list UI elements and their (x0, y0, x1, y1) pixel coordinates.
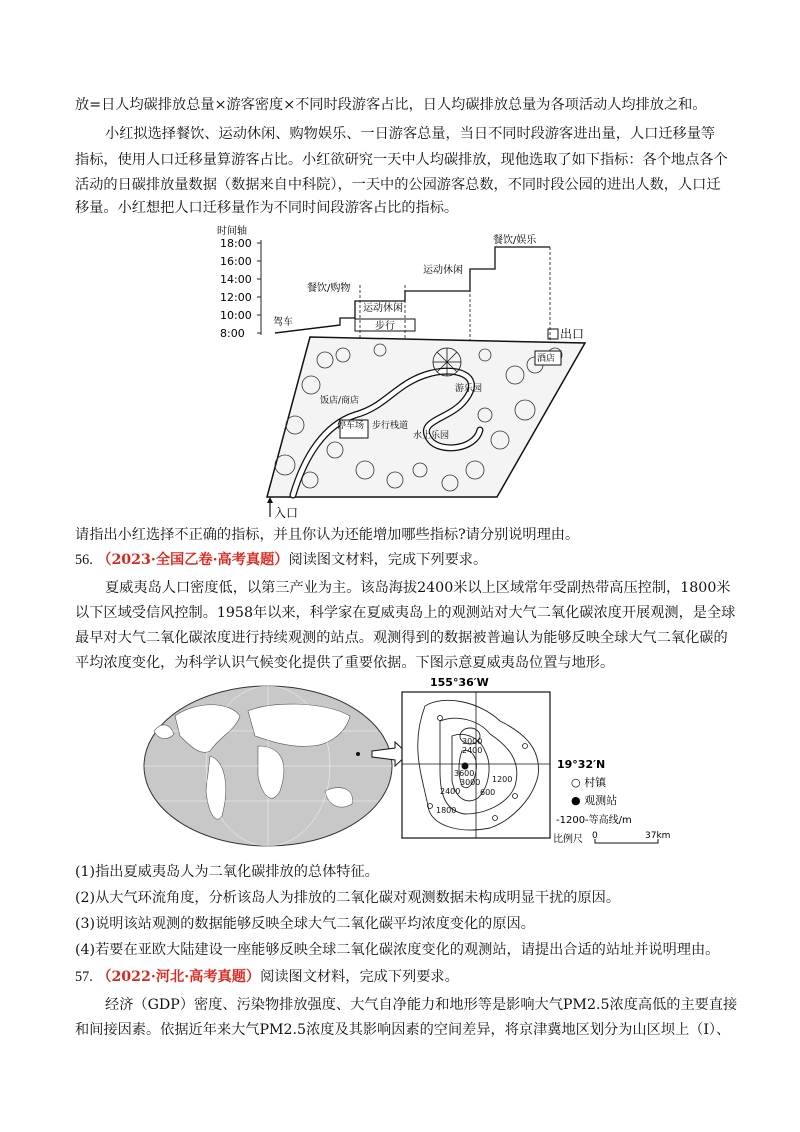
legend-contour: -1200-等高线/m (556, 815, 632, 826)
label-trail: 步行栈道 (372, 421, 409, 431)
scale-37km: 37km (645, 831, 671, 841)
label-aquarium: 水上乐园 (413, 431, 450, 441)
text-line: 经济（GDP）密度、污染物排放强度、大气自净能力和地形等是影响大气PM2.5浓度高低的主要直接 (105, 997, 738, 1013)
sub-question-1: (1)指出夏威夷岛人为二氧化碳排放的总体特征。 (75, 864, 379, 880)
label-parking: 停车场 (337, 421, 365, 431)
label-sport-1: 运动休闲 (363, 303, 403, 314)
label-dining-shopping: 餐饮/购物 (307, 283, 351, 294)
contour-label: 3000 (462, 737, 483, 746)
question-57-header (75, 967, 459, 987)
text-line: 以下区域受信风控制。1958年以来，科学家在夏威夷岛上的观测站对大气二氧化碳浓度开展观测，是全球 (75, 605, 736, 621)
text-line: 平均浓度变化，为科学认识气候变化提供了重要依据。下图示意夏威夷岛位置与地形。 (75, 655, 615, 671)
tick-800: 8:00 (220, 327, 245, 340)
contour-label: 3000 (460, 778, 481, 787)
longitude-label: 155°36′W (430, 676, 489, 689)
contour-label: 2400 (462, 746, 483, 755)
sub-question-2: (2)从大气环流角度，分析该岛人为排放的二氧化碳对观测数据未构成明显干扰的原因。 (75, 890, 621, 906)
text-line: 夏威夷岛人口密度低，以第三产业为主。该岛海拔2400米以上区域常年受副热带高压控制，1800米 (105, 580, 731, 596)
tick-1200: 12:00 (220, 291, 252, 304)
sub-question-4: (4)若要在亚欧大陆建设一座能够反映全球二氧化碳浓度变化的观测站，请提出合适的站址并说明理由。 (75, 942, 720, 958)
tick-1000: 10:00 (220, 309, 252, 322)
latitude-label: 19°32′N (557, 758, 606, 771)
legend-town: ○ 村镇 (571, 776, 607, 789)
contour-label: 1200 (492, 775, 513, 784)
tick-1400: 14:00 (220, 273, 252, 286)
text-line: 小红拟选择餐饮、运动休闲、购物娱乐、一日游客总量，当日不同时段游客进出量，人口迁移量等 (105, 126, 716, 142)
time-axis-label: 时间轴 (217, 226, 247, 237)
contour-label: 2400 (440, 787, 461, 796)
ferris-wheel-icon (433, 348, 461, 376)
question-number: 56. (75, 552, 93, 568)
label-walk: 步行 (375, 321, 395, 332)
label-amusement: 游乐园 (455, 384, 483, 394)
text-line: 活动的日碳排放量数据（数据来自中科院），一天中的公园游客总数，不同时段公园的进出人数，人口迁 (75, 177, 721, 193)
question-source: （2022·河北·高考真题） (97, 969, 261, 985)
text-line: 最早对大气二氧化碳浓度进行持续观测的站点。观测得到的数据被普遍认为能够反映全球大气二氧化碳的 (75, 630, 728, 646)
label-sport-2: 运动休闲 (423, 265, 463, 276)
question-source: （2023·全国乙卷·高考真题） (97, 552, 289, 568)
contour-label: 600 (480, 788, 496, 797)
question-number: 57. (75, 969, 93, 985)
tick-1600: 16:00 (220, 255, 252, 268)
scale-zero: 0 (592, 831, 598, 841)
question-55-tail: 请指出小红选择不正确的指标，并且你认为还能增加哪些指标?请分别说明理由。 (75, 527, 580, 543)
label-exit: 出口 (560, 327, 585, 341)
legend-station: ● 观测站 (571, 794, 618, 807)
text-line: 放=日人均碳排放总量×游客密度×不同时段游客占比，日人均碳排放总量为各项活动人均排放之和。 (75, 97, 707, 113)
park-activity-figure (215, 225, 595, 520)
question-lead: 阅读图文材料，完成下列要求。 (288, 552, 488, 568)
text-line: 移量。小红想把人口迁移量作为不同时间段游客占比的指标。 (75, 200, 459, 216)
hawaii-figure (140, 676, 680, 856)
label-restaurant: 饭店/商店 (320, 396, 360, 406)
question-lead: 阅读图文材料，完成下列要求。 (260, 969, 459, 985)
contour-label: 3600 (454, 769, 475, 778)
label-drive: 驾车 (273, 317, 293, 328)
text-line: 和间接因素。依据近年来大气PM2.5浓度及其影响因素的空间差异，将京津冀地区划分为山区坝上（Ⅰ）、 (75, 1022, 731, 1038)
tick-1800: 18:00 (220, 237, 252, 250)
text-line: 指标，使用人口迁移量算游客占比。小红欲研究一天中人均碳排放，现他选取了如下指标：各个地点各个 (75, 152, 728, 168)
label-hotel: 酒店 (537, 354, 556, 364)
scale-label: 比例尺 (553, 834, 583, 845)
sub-question-3: (3)说明该站观测的数据能够反映全球大气二氧化碳平均浓度变化的原因。 (75, 916, 535, 932)
label-dining-entertain: 餐饮/娱乐 (493, 235, 537, 246)
contour-label: 1800 (436, 806, 457, 815)
time-ticks (220, 237, 252, 340)
question-56-header (75, 550, 487, 570)
label-entrance: 入口 (274, 506, 299, 520)
